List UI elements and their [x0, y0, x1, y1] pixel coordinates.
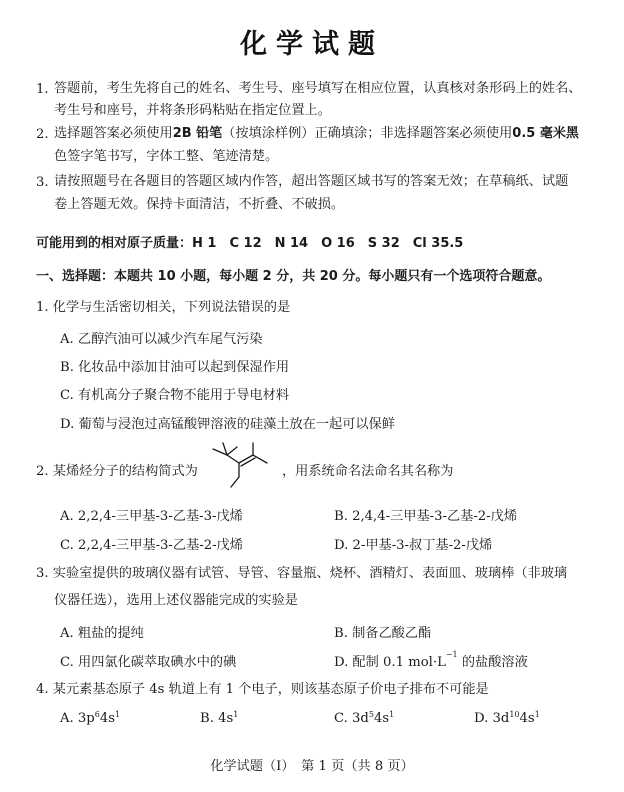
q2-option-a: A. 2,2,4-三甲基-3-乙基-3-戊烯 — [60, 509, 243, 524]
q4-a-part1: A. 3p — [60, 711, 95, 726]
q4-c-sup2: 1 — [389, 710, 395, 719]
q2-stem-b: ，用系统命名法命名其名称为 — [282, 464, 454, 479]
instruction-2-number: 2. — [36, 127, 49, 142]
instruction-2-bold-pencil: 2B 铅笔 — [172, 126, 223, 141]
instruction-2-line1 — [54, 125, 579, 143]
q1-option-c: C. 有机高分子聚合物不能用于导电材料 — [60, 388, 290, 403]
q4-b-part1: B. 4s — [200, 711, 234, 726]
q4-option-c — [334, 711, 394, 726]
q4-c-part1: C. 3d — [334, 711, 369, 726]
q3-option-d-tail: 的盐酸溶液 — [457, 655, 528, 670]
q4-a-part2: 4s — [99, 711, 116, 726]
q4-stem: 4. 某元素基态原子 4s 轨道上有 1 个电子，则该基态原子价电子排布不可能是 — [36, 682, 489, 697]
q2-option-c: C. 2,2,4-三甲基-3-乙基-2-戊烯 — [60, 538, 243, 553]
q1-option-a: A. 乙醇汽油可以减少汽车尾气污染 — [60, 332, 263, 347]
q2-option-d: D. 2-甲基-3-叔丁基-2-戊烯 — [334, 538, 493, 553]
q4-a-sup1: 6 — [94, 710, 100, 719]
q1-option-b: B. 化妆品中添加甘油可以起到保湿作用 — [60, 360, 290, 375]
q4-option-a — [60, 711, 120, 726]
instruction-3-line2: 卷上答题无效。保持卡面清洁，不折叠、不破损。 — [54, 197, 345, 212]
instruction-3-line1: 请按照题号在各题目的答题区域内作答，超出答题区域书写的答案无效；在草稿纸、试题 — [54, 174, 569, 189]
instruction-2-text-a: 选择题答案必须使用 — [54, 126, 173, 141]
instruction-2-text-c: （按填涂样例）正确填涂；非选择题答案必须使用 — [222, 126, 513, 141]
q2-option-b: B. 2,4,4-三甲基-3-乙基-2-戊烯 — [334, 509, 518, 524]
q3-option-d-text: D. 配制 0.1 mol·L — [334, 655, 446, 670]
section-heading: 一、选择题：本题共 10 小题，每小题 2 分，共 20 分。每小题只有一个选项符合题意。 — [36, 269, 551, 284]
q3-option-c: C. 用四氯化碳萃取碘水中的碘 — [60, 655, 237, 670]
q4-option-d — [474, 711, 540, 726]
q3-option-a: A. 粗盐的提纯 — [60, 626, 144, 641]
q4-d-part2: 4s — [519, 711, 535, 726]
instruction-1-number: 1. — [36, 82, 49, 97]
atomic-masses: 可能用到的相对原子质量：H 1 C 12 N 14 O 16 S 32 Cl 35.5 — [36, 236, 464, 251]
q4-d-part1: D. 3d — [474, 711, 510, 726]
q3-stem-line1: 3. 实验室提供的玻璃仪器有试管、导管、容量瓶、烧杯、酒精灯、表面皿、玻璃棒（非玻璃 — [36, 566, 568, 581]
q4-c-sup1: 5 — [368, 710, 374, 719]
q3-option-d-superscript: −1 — [445, 650, 458, 659]
page-footer: 化学试题（Ⅰ） 第 1 页（共 8 页） — [210, 759, 414, 774]
q4-d-sup1: 10 — [509, 710, 520, 719]
instruction-3-number: 3. — [36, 175, 49, 190]
page-title: 化学试题 — [240, 29, 384, 60]
instruction-1-line1: 答题前，考生先将自己的姓名、考生号、座号填写在相应位置，认真核对条形码上的姓名、 — [54, 81, 582, 96]
q3-option-b: B. 制备乙酸乙酯 — [334, 626, 432, 641]
q3-option-d — [334, 651, 528, 670]
instruction-2-bold-pen: 0.5 毫米黑 — [512, 126, 579, 141]
instruction-1-line2: 考生号和座号，并将条形码粘贴在指定位置上。 — [54, 103, 331, 118]
alkene-structure-diagram — [209, 441, 279, 491]
q4-c-part2: 4s — [373, 711, 390, 726]
q4-a-sup2: 1 — [115, 710, 121, 719]
q2-stem-a: 2. 某烯烃分子的结构简式为 — [36, 464, 198, 479]
instruction-2-line2: 色签字笔书写，字体工整、笔迹清楚。 — [54, 149, 279, 164]
q1-option-d: D. 葡萄与浸泡过高锰酸钾溶液的硅藻土放在一起可以保鲜 — [60, 417, 395, 432]
q4-option-b — [200, 711, 238, 726]
q4-b-sup1: 1 — [233, 710, 239, 719]
q1-stem: 1. 化学与生活密切相关，下列说法错误的是 — [36, 300, 291, 315]
q3-stem-line2: 仪器任选），选用上述仪器能完成的实验是 — [54, 593, 298, 608]
q4-d-sup2: 1 — [534, 710, 540, 719]
